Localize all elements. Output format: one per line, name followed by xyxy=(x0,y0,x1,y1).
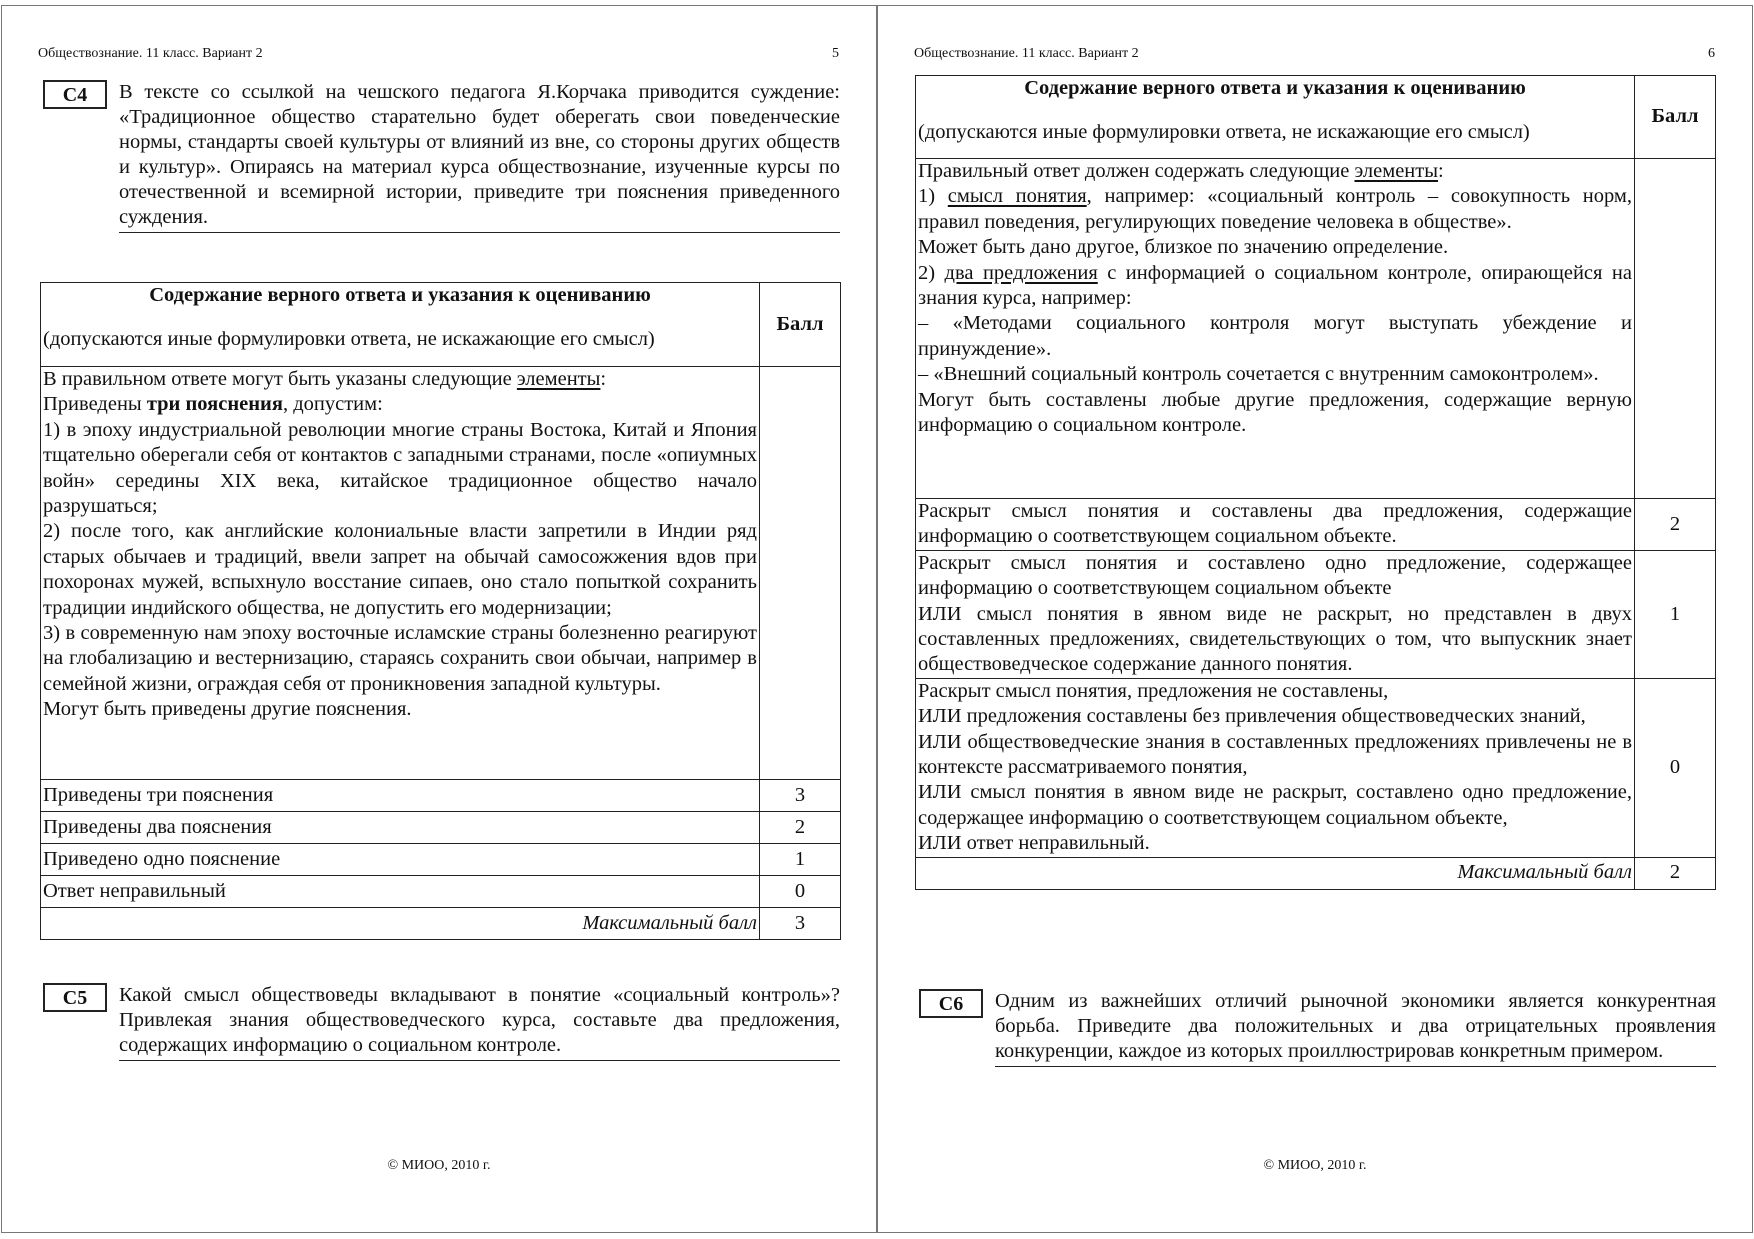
max-score-row: Максимальный балл 2 xyxy=(916,857,1716,889)
answer-content xyxy=(41,367,760,780)
table-header xyxy=(41,283,760,367)
given: Приведены три пояснения, допустим: xyxy=(43,393,383,416)
task-text: Одним из важнейших отличий рыночной экономики является конкурентная борьба. Приведите два положительных и два отрицательных проявления конкуренции, каждое из которых проиллюстрировав конкретным примером. xyxy=(995,989,1716,1067)
page-header: Обществознание. 11 класс. Вариант 2 xyxy=(914,46,1139,61)
criterion-row: Раскрыт смысл понятия, предложения не составлены, ИЛИ предложения составлены без привлечения обществоведческих знаний, ИЛИ обществоведческие знания в составленных предложениях привлечены не в контексте рассматриваемого понятия, ИЛИ смысл понятия в явном виде не раскрыт, составлено одно предложение, содержащее информацию о соответствующем социальном объекте, ИЛИ ответ неправильный. 0 xyxy=(916,678,1716,857)
page-header: Обществознание. 11 класс. Вариант 2 xyxy=(38,46,263,61)
c5-scoring-table xyxy=(915,75,1716,890)
task-c6 xyxy=(919,989,1716,1067)
page-footer: © МИОО, 2010 г. xyxy=(1263,1158,1367,1173)
criterion-row: Ответ неправильный 0 xyxy=(41,876,841,908)
task-text: В тексте со ссылкой на чешского педагога Я.Корчака приводится суждение: «Традиционное общество старательно будет оберегать свои поведенческие нормы, стандарты своей культуры от влияний из вне, со стороны других обществ и культур». Опираясь на материал курса обществознание, изученные курсы по отечественной и всемирной истории, приведите три пояснения приведенного суждения. xyxy=(119,80,840,233)
table-header xyxy=(916,76,1635,159)
criterion-row: Раскрыт смысл понятия и составлены два предложения, содержащие информацию о соответствующем социальном объекте. 2 xyxy=(916,499,1716,551)
header-title: Содержание верного ответа и указания к оцениванию xyxy=(149,284,651,306)
criterion-row: Приведены три пояснения 3 xyxy=(41,780,841,812)
task-text: Какой смысл обществоведы вкладывают в понятие «социальный контроль»? Привлекая знания обществоведческого курса, составьте два предложения, содержащих информацию о социальном контроле. xyxy=(119,983,840,1061)
task-c4 xyxy=(43,80,840,233)
page-5 xyxy=(1,5,877,1233)
page-6 xyxy=(877,5,1753,1233)
max-score-row: Максимальный балл 3 xyxy=(41,908,841,940)
criterion-row: Приведено одно пояснение 1 xyxy=(41,844,841,876)
item: 2) после того, как английские колониальные власти запретили в Индии ряд старых обычаев и традиций, ввели запрет на обычай самосожжения вдов при похоронах мужей, вспыхнуло восстание сипаев, оно стало попыткой сохранить традиции индийского общества, не допустить его модернизации; xyxy=(43,520,757,619)
item: 1) в эпоху индустриальной революции многие страны Востока, Китай и Япония тщательно оберегали себя от контактов с западными странами, после «опиумных войн» середины XIX века, китайское традиционное общество начало разрушаться; xyxy=(43,418,757,518)
page-number: 5 xyxy=(832,46,839,61)
score-header: Балл xyxy=(1635,76,1716,159)
page-number: 6 xyxy=(1708,46,1715,61)
other: Могут быть приведены другие пояснения. xyxy=(43,698,412,721)
task-label: С6 xyxy=(919,989,983,1018)
intro: В правильном ответе могут быть указаны следующие элементы: xyxy=(43,368,607,390)
criterion-row: Раскрыт смысл понятия и составлено одно предложение, содержащее информацию о соответствующем социальном объекте ИЛИ смысл понятия в явном виде не раскрыт, но представлен в двух составленных предложениях, свидетельствующих о том, что выпускник знает обществоведческое содержание данного понятия. 1 xyxy=(916,550,1716,678)
task-label: С4 xyxy=(43,80,107,109)
header-title: Содержание верного ответа и указания к оцениванию xyxy=(1024,77,1526,99)
page-footer: © МИОО, 2010 г. xyxy=(387,1158,491,1173)
header-subtitle: (допускаются иные формулировки ответа, не искажающие его смысл) xyxy=(918,121,1530,144)
c4-scoring-table xyxy=(40,282,841,940)
score-header: Балл xyxy=(760,283,841,367)
answer-content: Правильный ответ должен содержать следующие элементы: 1) смысл понятия, например: «социальный контроль – совокупность норм, правил поведения, регулирующих поведение человека в обществе». Может быть дано другое, близкое по значению определение. 2) два предложения с информацией о социальном контроле, опирающейся на знания курса, например: – «Методами социального контроля могут выступать убеждение и принуждение». – «Внешний социальный контроль сочетается с внутренним самоконтролем». Могут быть составлены любые другие предложения, содержащие верную информацию о социальном контроле. xyxy=(916,159,1635,499)
header-subtitle: (допускаются иные формулировки ответа, не искажающие его смысл) xyxy=(43,328,655,351)
task-label: С5 xyxy=(43,983,107,1012)
item: 3) в современную нам эпоху восточные исламские страны болезненно реагируют на глобализацию и вестернизацию, стараясь сохранить свои обычаи, например в семейной жизни, ограждая себя от проникновения западной культуры. xyxy=(43,622,757,695)
task-c5 xyxy=(43,983,840,1061)
criterion-row: Приведены два пояснения 2 xyxy=(41,812,841,844)
